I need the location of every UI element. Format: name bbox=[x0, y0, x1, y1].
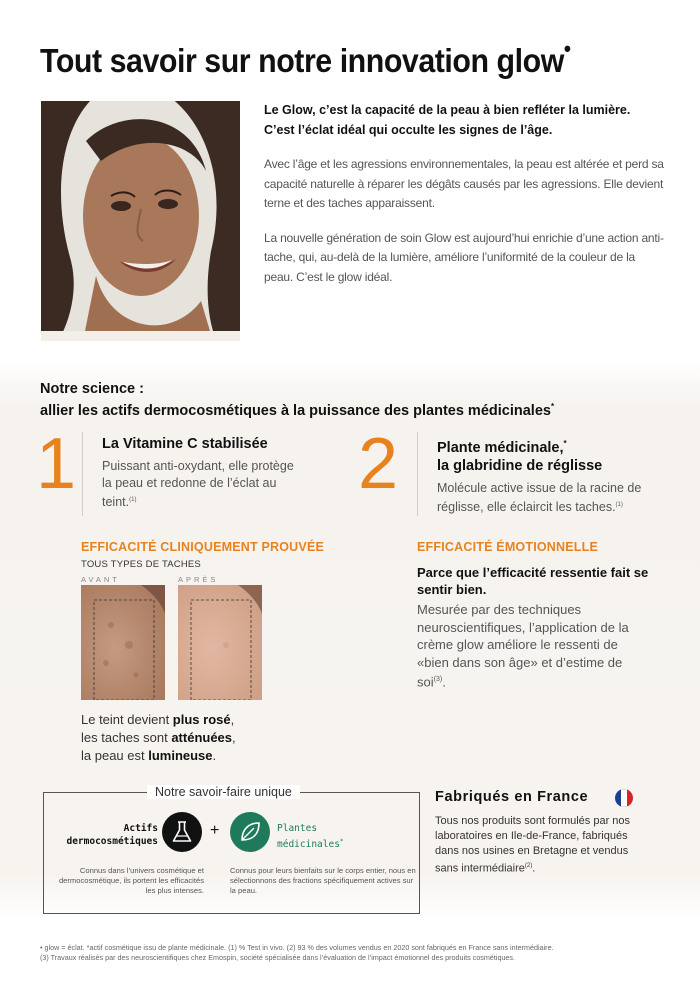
actifs-label: Actifs dermocosmétiques bbox=[66, 823, 158, 847]
clinical-heading: EFFICACITÉ CLINIQUEMENT PROUVÉE bbox=[81, 540, 325, 554]
feature-1-divider bbox=[82, 432, 83, 516]
portrait-photo bbox=[41, 101, 240, 341]
feature-1 bbox=[102, 435, 302, 511]
feature-2-number: 2 bbox=[358, 424, 399, 504]
intro-lead: Le Glow, c’est la capacité de la peau à bien refléter la lumière. C’est l’éclat idéal qui occulte les signes de l’âge. bbox=[264, 103, 631, 137]
feature-1-desc: Puissant anti-oxydant, elle protège la peau et redonne de l’éclat au teint.$^{(1)}$ bbox=[102, 459, 294, 510]
actifs-description: Connus dans l’univers cosmétique et dermocosmétique, ils portent les efficacités les plus intenses. bbox=[58, 866, 204, 895]
plantes-description: Connus pour leurs bienfaits sur le corps entier, nous en sélectionnons des fractions spécifiquement actives sur la peau. bbox=[230, 866, 416, 895]
feature-1-number: 1 bbox=[36, 424, 77, 504]
french-flag-icon bbox=[615, 789, 633, 807]
woman-portrait-illustration bbox=[41, 101, 240, 341]
feature-1-title: La Vitamine C stabilisée bbox=[102, 436, 268, 452]
france-title: Fabriqués en France bbox=[435, 789, 589, 805]
leaf-icon bbox=[230, 812, 270, 852]
feature-2-desc: Molécule active issue de la racine de réglisse, elle éclaircit les taches.$^{(1)}$ bbox=[437, 480, 642, 514]
science-heading: Notre science : allier les actifs dermocosmétiques à la puissance des plantes médicinales* bbox=[40, 381, 555, 419]
intro-section bbox=[264, 100, 664, 287]
emotional-heading: EFFICACITÉ ÉMOTIONNELLE bbox=[417, 540, 598, 554]
glow-mark: • bbox=[563, 36, 571, 61]
before-label: AVANT bbox=[81, 575, 120, 584]
feature-2-title: Plante médicinale,* la glabridine de réglisse bbox=[437, 439, 603, 474]
intro-paragraph-1: Avec l’âge et les agressions environnementales, la peau est altérée et perd sa capacité naturelle à réparer les dégâts causés par les agressions. Elle devient terne et des taches apparaissent. bbox=[264, 157, 664, 210]
after-skin-photo bbox=[178, 585, 262, 700]
plus-sign: + bbox=[210, 822, 220, 839]
feature-2 bbox=[437, 435, 662, 516]
feature-2-divider bbox=[417, 432, 418, 516]
flask-icon bbox=[162, 812, 202, 852]
footnotes: • glow = éclat. *actif cosmétique issu de plante médicinale. (1) % Test in vivo. (2) 93 % des volumes vendus en 2020 sont fabriqués en France sans intermédiaire. (3) Travaux réalisés par des neuroscientifiques chez Emospin, société spécialisée dans l’évaluation de l’impact émotionnel des produits cosmétiques. bbox=[40, 943, 554, 962]
clinical-subheading: TOUS TYPES DE TACHES bbox=[81, 559, 201, 570]
emotional-section bbox=[417, 564, 652, 691]
clinical-results: Le teint devient plus rosé, les taches sont atténuées, la peau est lumineuse. bbox=[81, 712, 236, 763]
after-label: APRÈS bbox=[178, 575, 219, 584]
emotional-lead: Parce que l’efficacité ressentie fait se sentir bien. bbox=[417, 565, 649, 597]
savoir-faire-title: Notre savoir-faire unique bbox=[147, 785, 300, 799]
before-skin-photo bbox=[81, 585, 165, 700]
intro-paragraph-2: La nouvelle génération de soin Glow est aujourd’hui enrichie d’une action anti-tache, qui, au-delà de la lumière, améliore l’uniformité de la couleur de la peau. C’est le glow idéal. bbox=[264, 230, 664, 284]
france-text: Tous nos produits sont formulés par nos laboratoires en Ile-de-France, fabriqués dans nos usines en Bretagne et vendus sans intermédiaire$^{(2)}$. bbox=[435, 815, 631, 875]
plantes-label: Plantes médicinales* bbox=[277, 823, 344, 851]
page-title: Tout savoir sur notre innovation glow• bbox=[40, 36, 571, 79]
emotional-body: Mesurée par des techniques neuroscientifiques, l’application de la crème glow améliore le ressenti de «bien dans son âge» et d’estime de soi$^{(3)}$. bbox=[417, 602, 629, 690]
